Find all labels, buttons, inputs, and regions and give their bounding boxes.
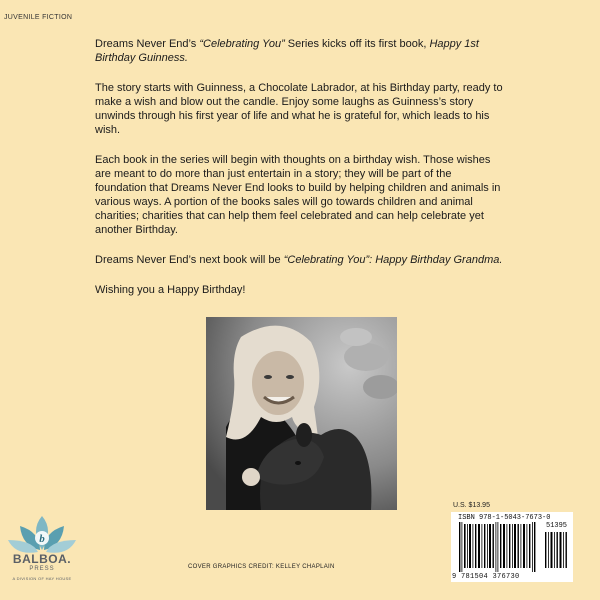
author-photo	[206, 317, 397, 510]
genre-label: JUVENILE FICTION	[4, 14, 73, 21]
cover-credit: COVER GRAPHICS CREDIT: KELLEY CHAPLAIN	[188, 564, 335, 570]
paragraph-closing: Wishing you a Happy Birthday!	[95, 284, 246, 296]
publisher-division: A DIVISION OF HAY HOUSE	[12, 576, 72, 581]
next-book-text: Dreams Never End’s next book will be	[95, 254, 284, 266]
intro-text-a: Dreams Never End’s	[95, 38, 200, 50]
paragraph-intro	[95, 37, 505, 65]
isbn-label: ISBN 978-1-5043-7673-0	[458, 514, 551, 522]
price-addon-code: 51395	[546, 522, 568, 530]
publisher-name: BALBOA.	[12, 552, 72, 566]
barcode-digits: 9 781504 376730	[452, 573, 520, 581]
paragraph-next-book	[95, 253, 505, 267]
next-book-title: “Celebrating You”: Happy Birthday Grandma.	[283, 254, 503, 266]
svg-text:b: b	[39, 533, 45, 545]
publisher-subtitle: PRESS	[29, 566, 55, 572]
paragraph-story: The story starts with Guinness, a Chocolate Labrador, at his Birthday party, ready to make a wish and blow out the candle. Enjoy some laughs as Guinness’s story unwinds through his first year of life and what he is grateful for, which leads to his wish.	[95, 82, 503, 136]
book-title: Happy 1st Birthday Guinness.	[95, 38, 479, 64]
back-cover-blurb	[95, 37, 505, 297]
paragraph-series: Each book in the series will begin with thoughts on a birthday wish. Those wishes are meant to do more than just entertain in a story; they will be part of the foundation that Dreams Never End looks to build by helping children and animals in various ways. A portion of the books sales will go towards children and animal charities; charities that can help them feel celebrated and can help celebrate yet another Birthday.	[95, 154, 501, 236]
author-photo-graphic	[206, 317, 397, 510]
price-label: U.S. $13.95	[453, 502, 490, 509]
series-title: “Celebrating You”	[199, 38, 285, 50]
intro-text-b: Series kicks off its first book,	[284, 38, 430, 50]
